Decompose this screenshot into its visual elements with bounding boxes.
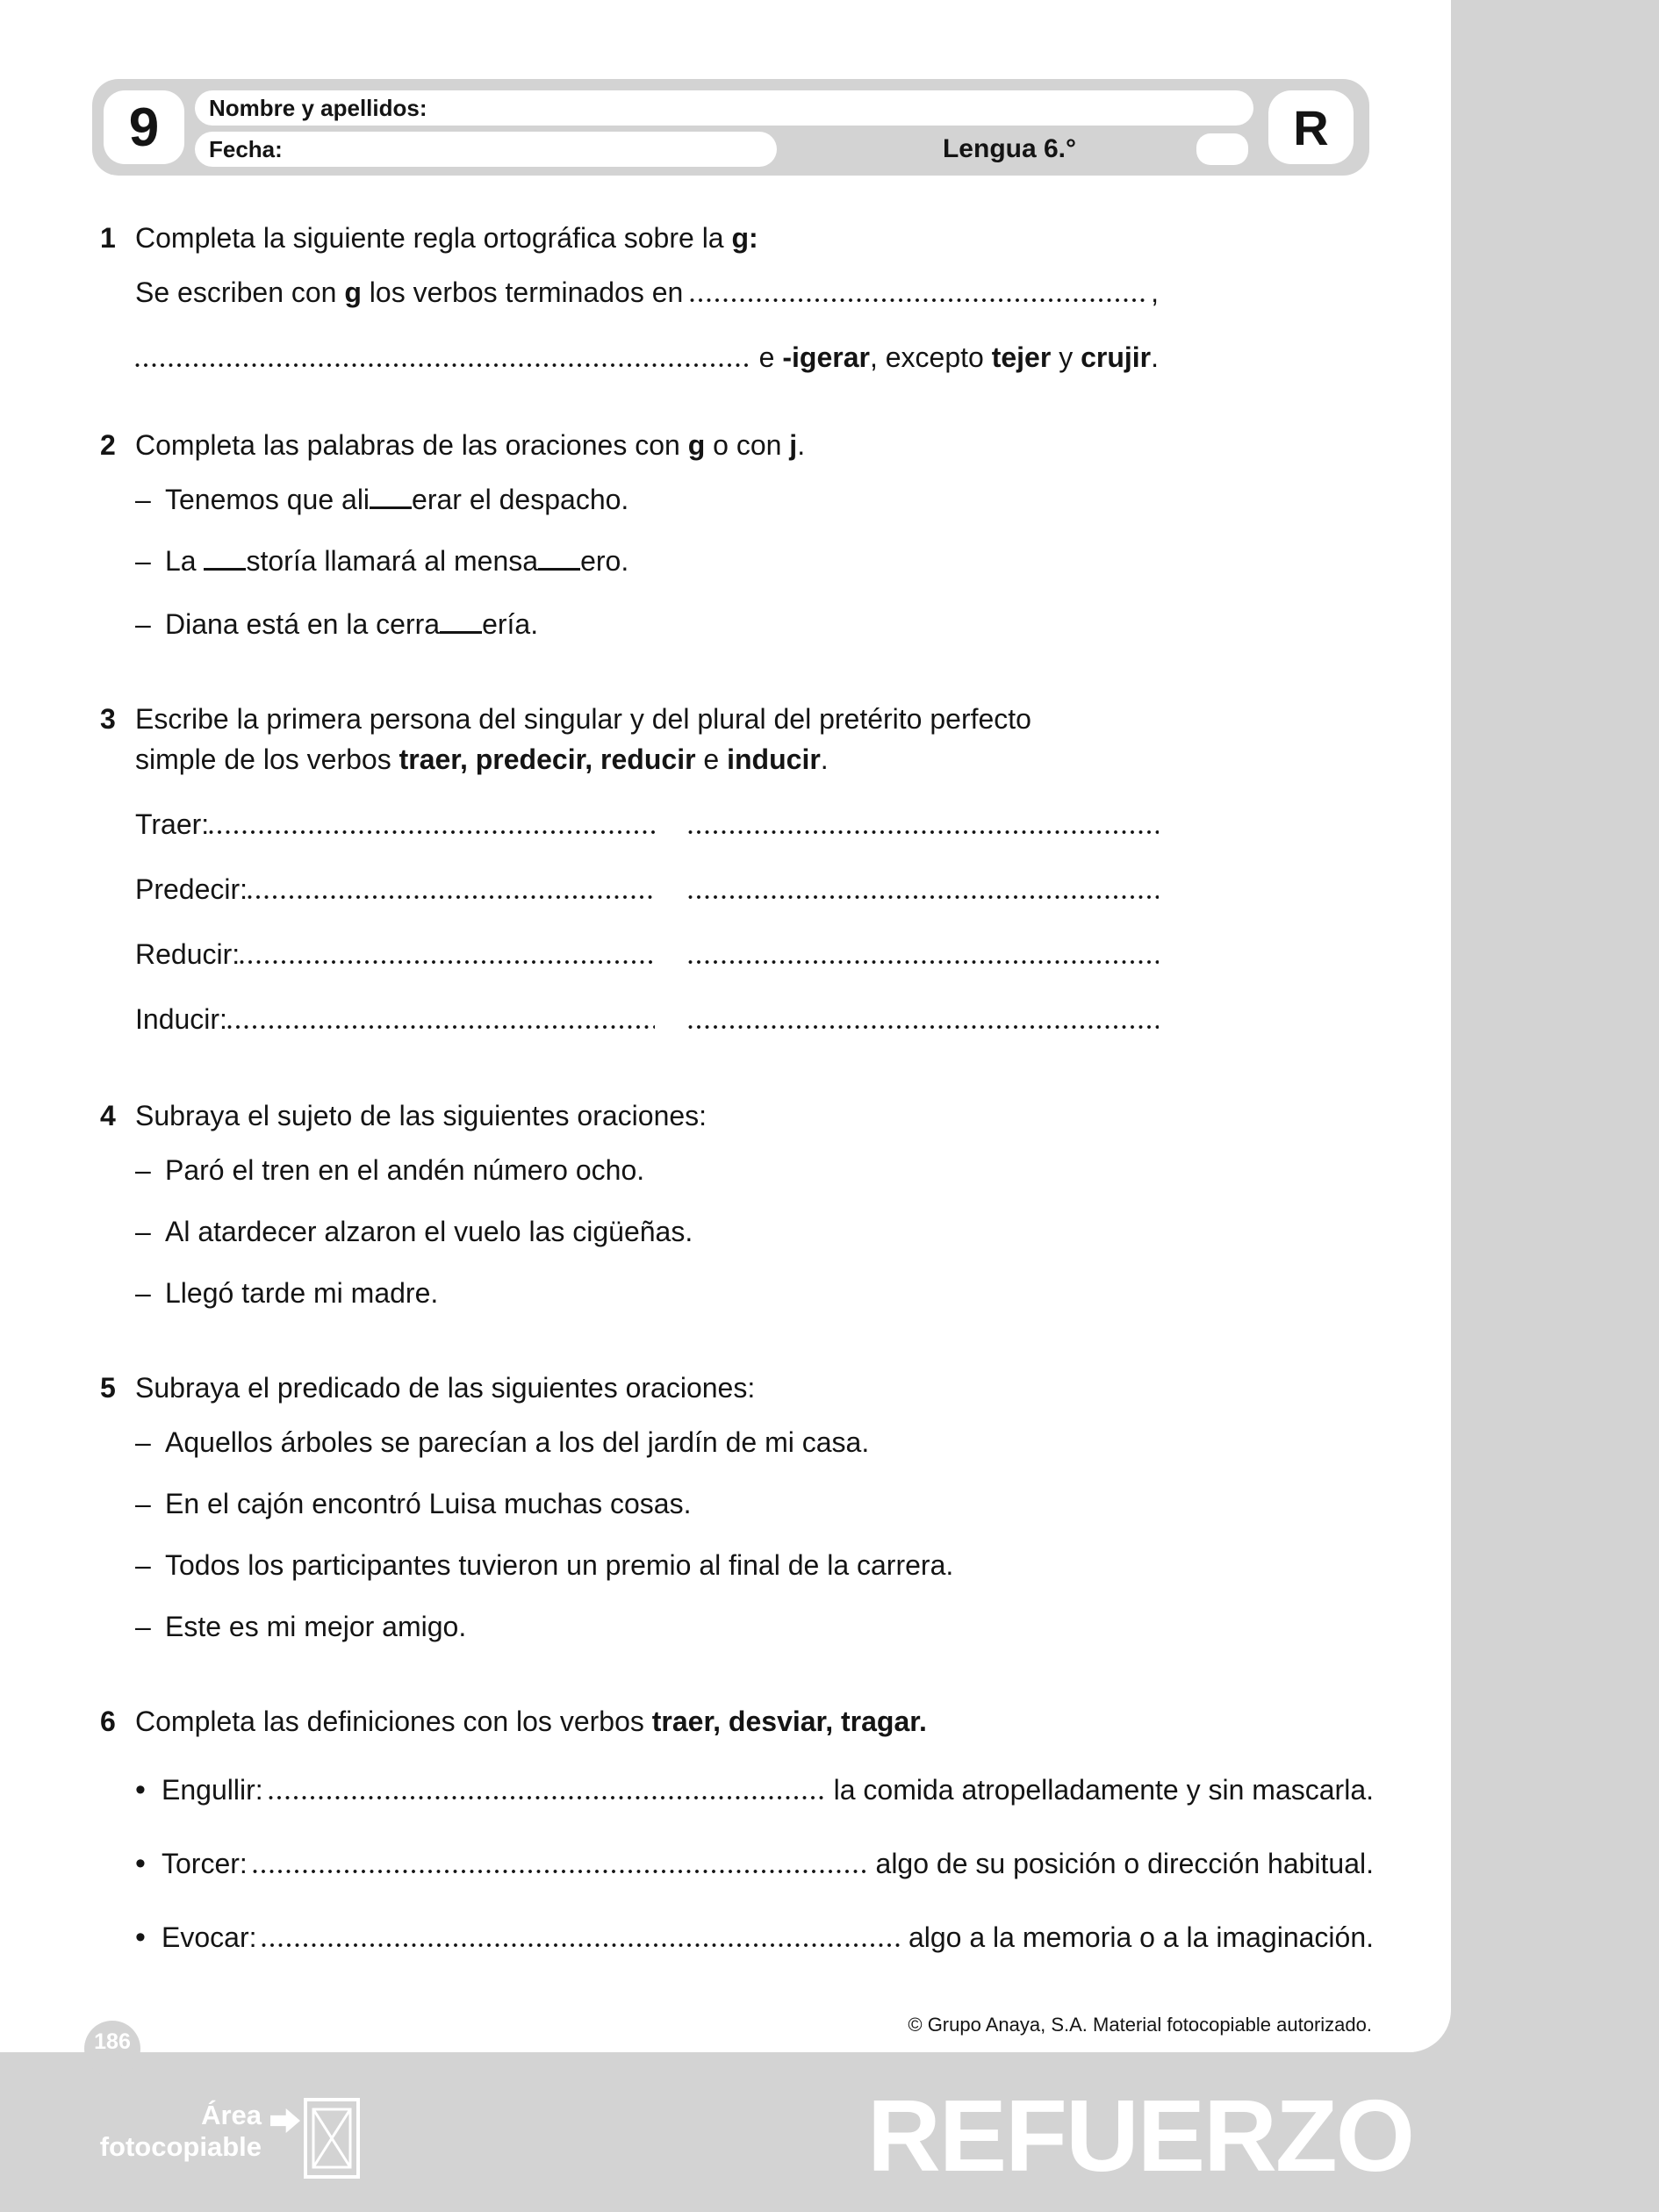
q5-item-3: – Todos los participantes tuvieron un premio al final de la carrera. <box>135 1545 1276 1585</box>
list-dash: – <box>135 1216 151 1247</box>
arrow-right-icon <box>270 2108 300 2133</box>
question-1 <box>100 218 1159 377</box>
question-3-title-line-2: simple de los verbos traer, predecir, reducir e inducir. <box>135 743 829 775</box>
question-number: 3 <box>100 703 116 735</box>
list-dash: – <box>135 1277 151 1309</box>
fill-blank[interactable] <box>204 568 246 571</box>
question-6-title: 6 Completa las definiciones con los verbos traer, desviar, tragar. <box>135 1701 1374 1742</box>
answer-dotted-line[interactable] <box>135 363 752 368</box>
q1-rule-line-2: e -igerar, excepto tejer y crujir. <box>135 337 1159 377</box>
q6-item-engullir: • Engullir: la comida atropelladamente y sin mascarla. <box>135 1770 1374 1810</box>
answer-dotted-line[interactable] <box>262 1943 901 1948</box>
answer-dotted-line[interactable] <box>688 894 1159 900</box>
q4-item-2: – Al atardecer alzaron el vuelo las cigüeñas. <box>135 1211 1276 1252</box>
unit-number: 9 <box>128 97 160 158</box>
q2-item-1: – Tenemos que ali erar el despacho. <box>135 479 1276 520</box>
name-field[interactable] <box>195 90 1253 126</box>
answer-dotted-line[interactable] <box>269 1795 827 1800</box>
question-2 <box>100 425 1276 644</box>
q2-item-2: – La storía llamará al mensa ero. <box>135 541 1276 581</box>
list-dash: – <box>135 1154 151 1186</box>
question-3 <box>100 699 1159 1039</box>
answer-dotted-line[interactable] <box>253 1869 869 1874</box>
q3-row-inducir: Inducir: <box>135 999 1159 1039</box>
page-number-badge <box>84 2021 140 2077</box>
fill-blank[interactable] <box>370 506 412 509</box>
refuerzo-letter: R <box>1293 99 1329 155</box>
question-2-title: 2 Completa las palabras de las oraciones con g o con j. <box>135 425 1276 465</box>
name-label: Nombre y apellidos: <box>209 94 427 121</box>
q2-item-3: – Diana está en la cerra ería. <box>135 604 1276 644</box>
unit-number-box <box>104 90 184 164</box>
refuerzo-letter-box <box>1268 90 1354 164</box>
q1-rule-line-1: Se escriben con g los verbos terminados en , <box>135 276 1159 308</box>
refuerzo-watermark: REFUERZO <box>867 2079 1413 2193</box>
question-number: 1 <box>100 222 116 254</box>
q4-item-1: – Paró el tren en el andén número ocho. <box>135 1150 1276 1190</box>
answer-dotted-line[interactable] <box>688 959 1159 965</box>
q3-row-predecir: Predecir: <box>135 869 1159 909</box>
q5-item-4: – Este es mi mejor amigo. <box>135 1606 1276 1647</box>
q5-item-1: – Aquellos árboles se parecían a los del jardín de mi casa. <box>135 1422 1276 1462</box>
q6-item-evocar: • Evocar: algo a la memoria o a la imaginación. <box>135 1917 1374 1957</box>
list-dash: – <box>135 608 151 640</box>
question-4-title: 4 Subraya el sujeto de las siguientes oraciones: <box>135 1095 1276 1136</box>
page-number: 186 <box>94 2029 131 2054</box>
answer-dotted-line[interactable] <box>688 830 1159 835</box>
list-dash: – <box>135 1426 151 1458</box>
question-3-title: 3 Escribe la primera persona del singular y del plural del pretérito perfecto <box>135 699 1159 739</box>
list-dash: – <box>135 1488 151 1519</box>
date-field[interactable] <box>195 132 777 167</box>
photocopy-icon <box>304 2098 360 2179</box>
answer-dotted-line[interactable] <box>688 1024 1159 1030</box>
date-label: Fecha: <box>209 135 283 162</box>
question-1-title: 1 Completa la siguiente regla ortográfica sobre la g: <box>135 218 1159 258</box>
question-4 <box>100 1095 1276 1313</box>
answer-dotted-line[interactable] <box>227 1024 655 1030</box>
list-dash: – <box>135 484 151 515</box>
fill-blank[interactable] <box>440 631 482 634</box>
question-5-title: 5 Subraya el predicado de las siguientes oraciones: <box>135 1368 1276 1408</box>
answer-dotted-line[interactable] <box>240 959 655 965</box>
copyright-notice: © Grupo Anaya, S.A. Material fotocopiable autorizado. <box>908 2014 1372 2036</box>
list-dash: – <box>135 1611 151 1642</box>
q3-row-reducir: Reducir: <box>135 934 1159 974</box>
fill-blank[interactable] <box>538 568 580 571</box>
answer-dotted-line[interactable] <box>690 298 1146 303</box>
q3-row-traer: Traer: <box>135 804 1159 844</box>
subject-title: Lengua 6.° <box>942 134 1077 163</box>
q6-item-torcer: • Torcer: algo de su posición o dirección habitual. <box>135 1843 1374 1884</box>
list-dash: – <box>135 545 151 577</box>
question-5 <box>100 1368 1276 1647</box>
question-number: 5 <box>100 1372 116 1404</box>
question-number: 6 <box>100 1706 116 1737</box>
list-bullet: • <box>135 1921 146 1954</box>
question-number: 2 <box>100 429 116 461</box>
q5-item-2: – En el cajón encontró Luisa muchas cosas. <box>135 1483 1276 1524</box>
answer-dotted-line[interactable] <box>209 830 655 835</box>
worksheet-header <box>92 79 1369 176</box>
list-dash: – <box>135 1549 151 1581</box>
list-bullet: • <box>135 1773 146 1806</box>
question-number: 4 <box>100 1100 116 1131</box>
area-fotocopiable-label: Área fotocopiable <box>99 2100 262 2162</box>
question-6 <box>100 1701 1374 1957</box>
list-bullet: • <box>135 1847 146 1880</box>
answer-dotted-line[interactable] <box>248 894 655 900</box>
score-box[interactable] <box>1196 133 1248 165</box>
q4-item-3: – Llegó tarde mi madre. <box>135 1273 1276 1313</box>
